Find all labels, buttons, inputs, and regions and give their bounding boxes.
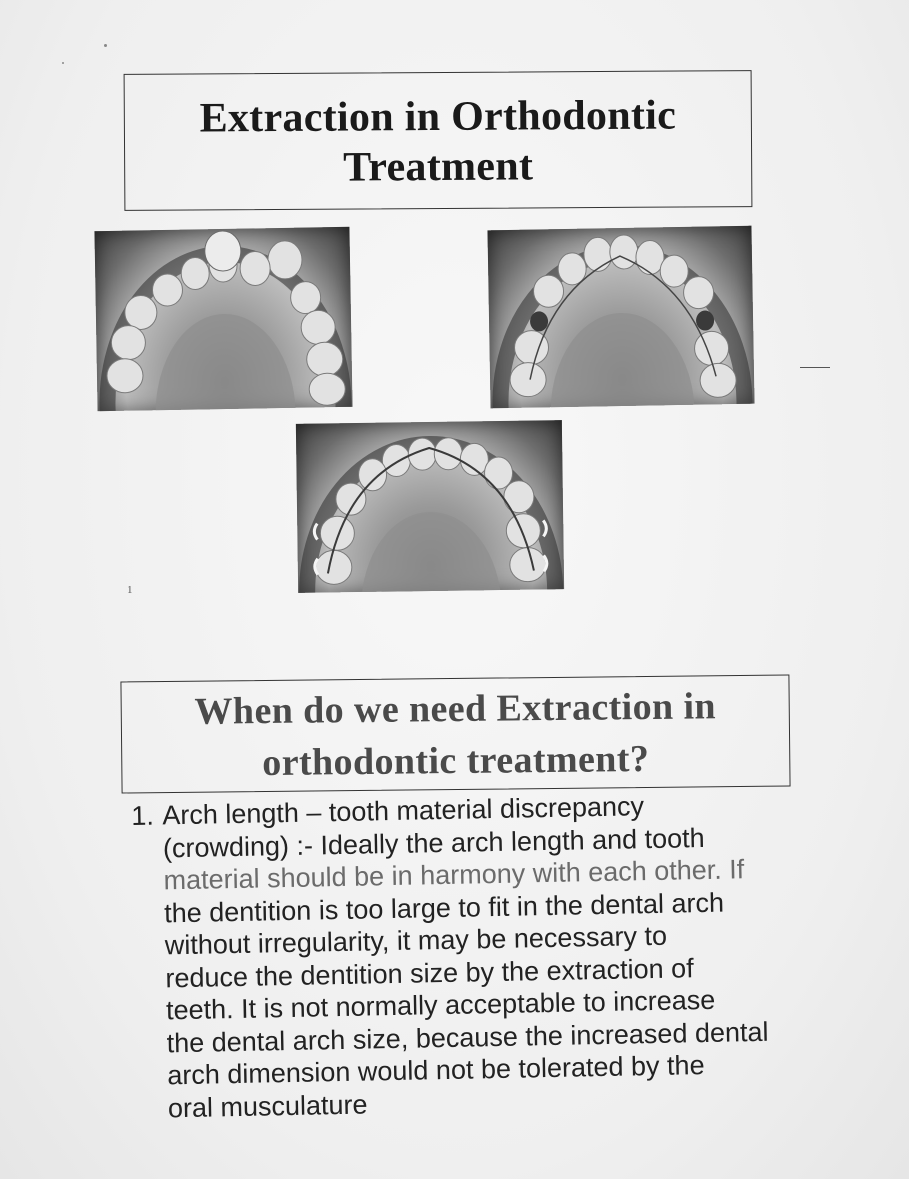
slide2-title-line1: When do we need Extraction in bbox=[194, 685, 717, 733]
page-number: 1 bbox=[127, 584, 133, 596]
slide1-title-box bbox=[124, 70, 753, 211]
list-item-body bbox=[162, 787, 807, 1124]
list-item-line: the dental arch size, because the increased dental bbox=[166, 1016, 769, 1058]
list-item-line: teeth. It is not normally acceptable to increase bbox=[165, 984, 716, 1026]
dental-photo-after-extraction bbox=[487, 226, 754, 409]
list-item-line: the dentition is too large to fit in the dental arch bbox=[163, 887, 725, 928]
list-item-line: arch dimension would not be tolerated by the bbox=[167, 1050, 705, 1091]
slide1-title-line1: Extraction in Orthodontic bbox=[199, 92, 677, 142]
list-item-line: oral musculature bbox=[167, 1089, 368, 1123]
scan-mark bbox=[800, 367, 830, 368]
list-item-number: 1. bbox=[131, 800, 155, 831]
dental-photo-archwire bbox=[296, 420, 564, 593]
list-item-line: Arch length – tooth material discrepancy bbox=[162, 791, 645, 831]
list-item-line: (crowding) :- Ideally the arch length and tooth bbox=[162, 822, 705, 863]
dental-photo-before bbox=[94, 227, 352, 411]
extraction-reasons-list bbox=[131, 787, 807, 1125]
slide2-title-box bbox=[120, 675, 790, 794]
list-item-line: without irregularity, it may be necessary to bbox=[164, 920, 668, 961]
slide2-title-line2: orthodontic treatment? bbox=[262, 737, 650, 785]
list-item-line: reduce the dentition size by the extraction of bbox=[165, 952, 694, 993]
slide1-title-line2: Treatment bbox=[342, 143, 534, 191]
list-item-line: material should be in harmony with each other. If bbox=[163, 854, 745, 896]
scan-speck bbox=[104, 44, 107, 47]
scan-speck bbox=[62, 62, 64, 64]
